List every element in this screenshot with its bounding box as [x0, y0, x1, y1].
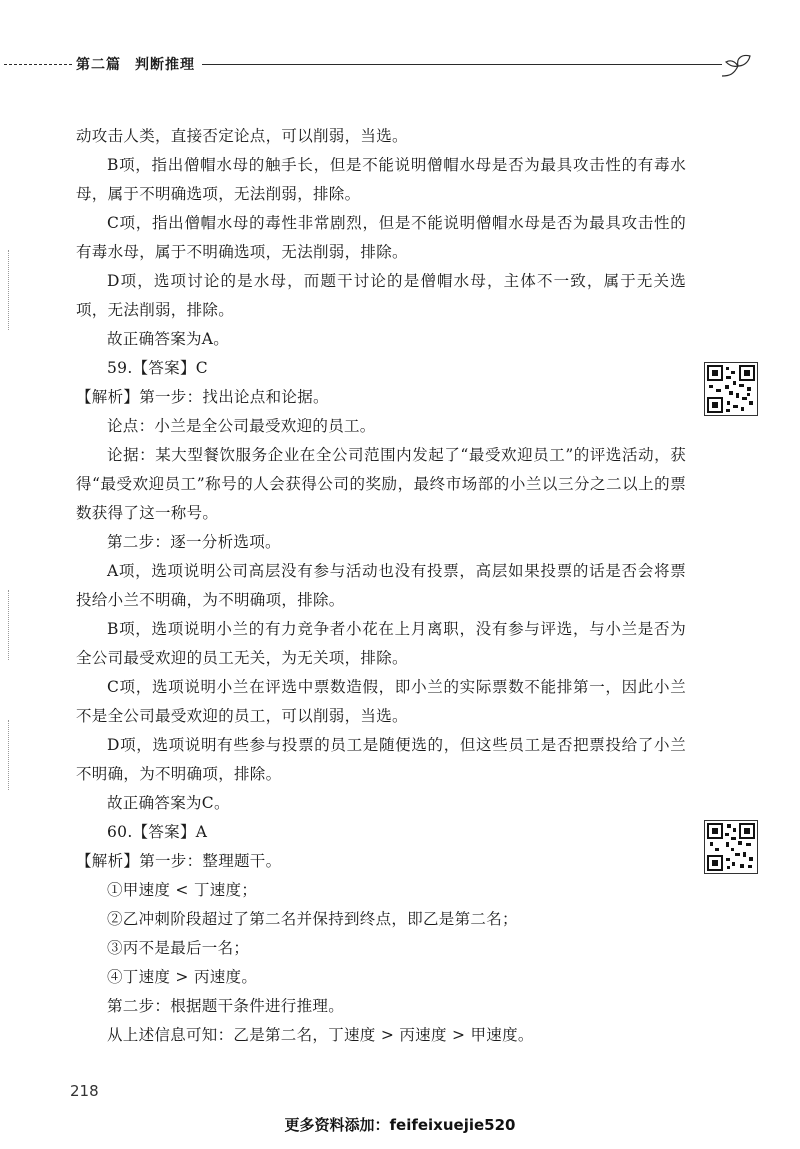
paragraph: B项，指出僧帽水母的触手长，但是不能说明僧帽水母是否为最具攻击性的有毒水母，属于不明确选项，无法削弱，排除。 [76, 156, 686, 203]
page-body [76, 122, 686, 1050]
paragraph: 动攻击人类，直接否定论点，可以削弱，当选。 [76, 127, 408, 145]
margin-dots [8, 590, 11, 660]
paragraph: 故正确答案为C。 [107, 794, 230, 812]
page-number: 218 [70, 1082, 99, 1100]
paragraph: 从上述信息可知：乙是第二名，丁速度 > 丙速度 > 甲速度。 [107, 1026, 534, 1044]
paragraph: C项，指出僧帽水母的毒性非常剧烈，但是不能说明僧帽水母是否为最具攻击性的有毒水母，属于不明确选项，无法削弱，排除。 [76, 214, 686, 261]
running-header [0, 52, 800, 76]
paragraph: ③丙不是最后一名； [107, 939, 250, 957]
header-part: 第二篇 [76, 57, 121, 73]
footer-note: 更多资料添加：feifeixuejie520 [284, 1116, 516, 1134]
header-rule-left [4, 64, 72, 65]
paragraph: D项，选项说明有些参与投票的员工是随便选的，但这些员工是否把票投给了小兰不明确，为不明确项，排除。 [76, 736, 686, 783]
paragraph: D项，选项讨论的是水母，而题干讨论的是僧帽水母，主体不一致，属于无关选项，无法削弱，排除。 [76, 272, 686, 319]
header-chapter: 判断推理 [135, 57, 195, 73]
paragraph: ④丁速度 > 丙速度。 [107, 968, 258, 986]
paragraph: A项，选项说明公司高层没有参与活动也没有投票，高层如果投票的话是否会将票投给小兰不明确，为不明确项，排除。 [76, 562, 686, 609]
paragraph: 第二步：逐一分析选项。 [107, 533, 281, 551]
paragraph: 59.【答案】C [107, 359, 208, 377]
paragraph: 论点：小兰是全公司最受欢迎的员工。 [107, 417, 376, 435]
paragraph: 第二步：根据题干条件进行推理。 [107, 997, 345, 1015]
qr-code-icon[interactable] [704, 820, 758, 874]
paragraph: 【解析】第一步：整理题干。 [76, 852, 282, 870]
header-title [76, 54, 195, 74]
margin-dots [8, 720, 11, 790]
paragraph: 故正确答案为A。 [107, 330, 230, 348]
qr-code-icon[interactable] [704, 362, 758, 416]
paragraph: 60.【答案】A [107, 823, 208, 841]
header-rule-right [202, 64, 722, 65]
paragraph: 论据：某大型餐饮服务企业在全公司范围内发起了“最受欢迎员工”的评选活动，获得“最受欢迎员工”称号的人会获得公司的奖励，最终市场部的小兰以三分之二以上的票数获得了这一称号。 [76, 446, 686, 522]
sprout-icon [720, 52, 756, 80]
paragraph: ①甲速度 < 丁速度； [107, 881, 258, 899]
paragraph: B项，选项说明小兰的有力竞争者小花在上月离职，没有参与评选，与小兰是否为全公司最受欢迎的员工无关，为无关项，排除。 [76, 620, 686, 667]
paragraph: C项，选项说明小兰在评选中票数造假，即小兰的实际票数不能排第一，因此小兰不是全公司最受欢迎的员工，可以削弱，当选。 [76, 678, 686, 725]
paragraph: ②乙冲刺阶段超过了第二名并保持到终点，即乙是第二名； [107, 910, 518, 928]
margin-dots [8, 250, 11, 330]
paragraph: 【解析】第一步：找出论点和论据。 [76, 388, 329, 406]
